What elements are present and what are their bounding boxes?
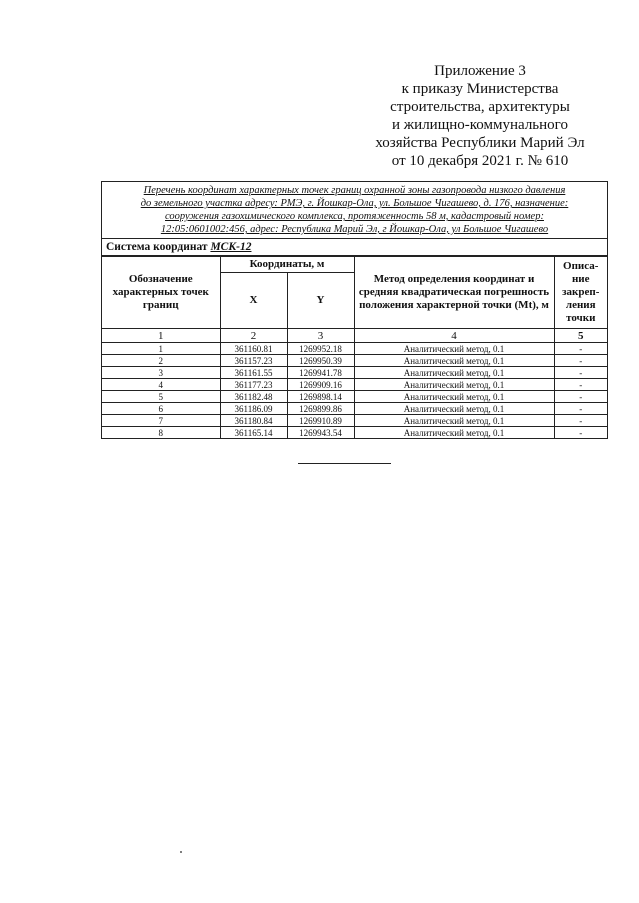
list-title-line: Перечень координат характерных точек границ охранной зоны газопровода низкого давления — [143, 185, 566, 196]
table-row — [102, 343, 607, 355]
method-cell: Аналитический метод, 0.1 — [354, 343, 554, 355]
method-cell: Аналитический метод, 0.1 — [354, 355, 554, 367]
appendix-line: Приложение 3 — [434, 63, 526, 79]
list-title-line: 12:05:0601002:456, адрес: Республика Марий Эл, г Йошкар-Ола, ул Большое Чигашево — [160, 224, 549, 235]
header-x: X — [220, 273, 287, 329]
method-cell: Аналитический метод, 0.1 — [354, 427, 554, 439]
method-cell: Аналитический метод, 0.1 — [354, 415, 554, 427]
coord-x: 361165.14 — [220, 427, 287, 439]
point-number: 8 — [102, 427, 220, 439]
scan-speck — [180, 851, 182, 853]
coord-x: 361160.81 — [220, 343, 287, 355]
list-title-line: до земельного участка адресу: РМЭ, г. Йошкар-Ола, ул. Большое Чигашево, д. 176, назначение: — [140, 198, 569, 209]
method-cell: Аналитический метод, 0.1 — [354, 391, 554, 403]
coord-x: 361180.84 — [220, 415, 287, 427]
appendix-line: строительства, архитектуры — [390, 99, 570, 115]
point-number: 4 — [102, 379, 220, 391]
coord-x: 361157.23 — [220, 355, 287, 367]
coord-y: 1269909.16 — [287, 379, 354, 391]
point-number: 7 — [102, 415, 220, 427]
column-number: 3 — [287, 329, 354, 343]
coord-y: 1269898.14 — [287, 391, 354, 403]
coord-x: 361177.23 — [220, 379, 287, 391]
signature-line — [298, 463, 391, 464]
appendix-line: хозяйства Республики Марий Эл — [375, 135, 585, 151]
coordinates-document — [101, 181, 608, 439]
appendix-line: и жилищно-коммунального — [392, 117, 568, 133]
coordinate-system — [102, 239, 607, 256]
appendix-line: к приказу Министерства — [401, 81, 559, 97]
description-cell: - — [554, 367, 607, 379]
description-cell: - — [554, 415, 607, 427]
coord-y: 1269952.18 — [287, 343, 354, 355]
description-cell: - — [554, 403, 607, 415]
header-designation: Обозначение характерных точек границ — [102, 257, 220, 329]
description-cell: - — [554, 391, 607, 403]
header-method: Метод определения координат и средняя квадратическая погрешность положения характерной точки (Mt), м — [354, 257, 554, 329]
table-row — [102, 355, 607, 367]
coordinates-table — [102, 256, 607, 438]
coord-y: 1269910.89 — [287, 415, 354, 427]
table-row — [102, 415, 607, 427]
point-number: 5 — [102, 391, 220, 403]
column-number: 1 — [102, 329, 220, 343]
coord-x: 361182.48 — [220, 391, 287, 403]
method-cell: Аналитический метод, 0.1 — [354, 379, 554, 391]
coord-y: 1269950.39 — [287, 355, 354, 367]
column-number: 5 — [554, 329, 607, 343]
table-row — [102, 367, 607, 379]
point-number: 6 — [102, 403, 220, 415]
table-row — [102, 427, 607, 439]
point-number: 1 — [102, 343, 220, 355]
header-description: Описа-ние закреп-ления точки — [554, 257, 607, 329]
point-number: 3 — [102, 367, 220, 379]
point-number: 2 — [102, 355, 220, 367]
method-cell: Аналитический метод, 0.1 — [354, 403, 554, 415]
appendix-header — [330, 62, 630, 170]
table-row — [102, 403, 607, 415]
coord-y: 1269899.86 — [287, 403, 354, 415]
list-title-line: сооружения газохимического комплекса, протяженность 58 м, кадастровый номер: — [165, 211, 544, 222]
column-number: 4 — [354, 329, 554, 343]
description-cell: - — [554, 427, 607, 439]
coord-y: 1269941.78 — [287, 367, 354, 379]
method-cell: Аналитический метод, 0.1 — [354, 367, 554, 379]
description-cell: - — [554, 355, 607, 367]
list-title — [102, 182, 607, 239]
table-row — [102, 379, 607, 391]
coord-y: 1269943.54 — [287, 427, 354, 439]
column-number: 2 — [220, 329, 287, 343]
header-y: Y — [287, 273, 354, 329]
appendix-line: от 10 декабря 2021 г. № 610 — [391, 153, 569, 169]
coordinate-system-label: Система координат — [106, 241, 208, 253]
table-row — [102, 391, 607, 403]
description-cell: - — [554, 379, 607, 391]
description-cell: - — [554, 343, 607, 355]
coord-x: 361161.55 — [220, 367, 287, 379]
coordinate-system-value: МСК-12 — [210, 241, 252, 253]
header-coordinates: Координаты, м — [220, 257, 354, 273]
coord-x: 361186.09 — [220, 403, 287, 415]
